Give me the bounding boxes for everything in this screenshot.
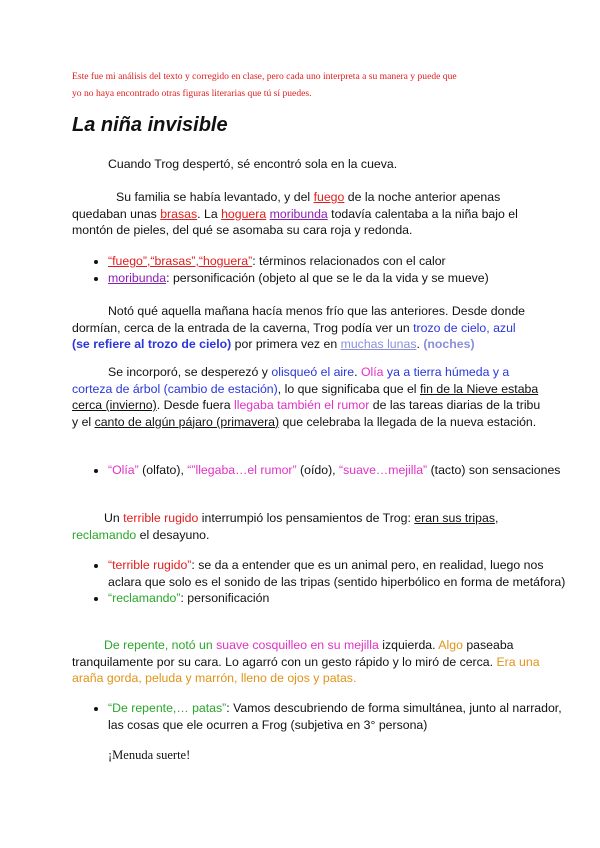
list-calor (72, 253, 578, 286)
page-title: La niña invisible (72, 114, 228, 136)
trozo-de-cielo: trozo de cielo, azul (413, 320, 516, 335)
ending-line: ¡Menuda suerte! (108, 748, 191, 762)
list-item: • “De repente,… patas”: Vamos descubriendo de forma simultánea, junto al narrador, las cosas que ele ocurren a Frog (subjetiva en 3° persona) (108, 700, 578, 733)
word-hoguera: hoguera (221, 206, 267, 221)
intro-line-2: yo no haya encontrado otras figuras literarias que tú sí puedes. (72, 88, 312, 99)
paragraph-4: Se incorporó, se desperezó y olisqueó el aire. Olía ya a tierra húmeda y a corteza de árbol (cambio de estación), lo que significaba que el fin de la Nieve estaba cerca (invierno). Desde fuera llegaba también el rumor de las tareas diarias de la tribu y el canto de algún pájaro (primavera) que celebraba la llegada de la nueva estación. (72, 365, 541, 429)
note-trozo: (se refiere al trozo de cielo) (72, 337, 232, 351)
list-item: • “fuego”,“brasas”,“hoguera”: términos relacionados con el calor (108, 253, 578, 270)
list-item: • moribunda: personificación (objeto al que se le da la vida y se mueve) (108, 270, 578, 287)
paragraph-5: Un terrible rugido interrumpió los pensamientos de Trog: eran sus tripas, reclamando el desayuno. (72, 511, 499, 542)
word-moribunda: moribunda (269, 206, 328, 221)
list-narrador (72, 700, 578, 733)
word-fuego: fuego (313, 190, 345, 204)
paragraph-3: Notó qué aquella mañana hacía menos frío que las anteriores. Desde donde dormían, cerca de la entrada de la caverna, Trog podía ver un trozo de cielo, azul (se refiere al trozo de cielo) por primera vez en muchas lunas. (noches) (72, 304, 526, 351)
intro-note (72, 68, 542, 102)
list-item: • “reclamando”: personificación (108, 590, 578, 607)
intro-line-1: Este fue mi análisis del texto y corregido en clase, pero cada uno interpreta a su manera y puede que (72, 71, 457, 82)
paragraph-1: Cuando Trog despertó, sé encontró sola en la cueva. (108, 157, 398, 171)
list-item: • “terrible rugido”: se da a entender que es un animal pero, en realidad, luego nos aclara que solo es el sonido de las tripas (sentido hiperbólico en forma de metáfora) (108, 557, 578, 590)
word-brasas: brasas (160, 206, 198, 221)
paragraph-2: Su familia se había levantado, y del fuego de la noche anterior apenas quedaban unas brasas. La hoguera moribunda todavía calentaba a la niña bajo el montón de pieles, del qué se asomaba su cara roja y redonda. (72, 190, 518, 237)
muchas-lunas: muchas lunas (340, 337, 417, 351)
list-rugido (72, 557, 578, 607)
paragraph-6: De repente, notó un suave cosquilleo en su mejilla izquierda. Algo paseaba tranquilamente por su cara. Lo agarró con un gesto rápido y lo miró de cerca. Era una araña gorda, peluda y marrón, lleno de ojos y patas. (72, 638, 540, 685)
list-sensaciones (72, 462, 578, 479)
list-item: • “Olía” (olfato), “”llegaba…el rumor” (oído), “suave…mejilla” (tacto) son sensaciones (108, 462, 578, 479)
note-noches: (noches) (423, 337, 475, 351)
